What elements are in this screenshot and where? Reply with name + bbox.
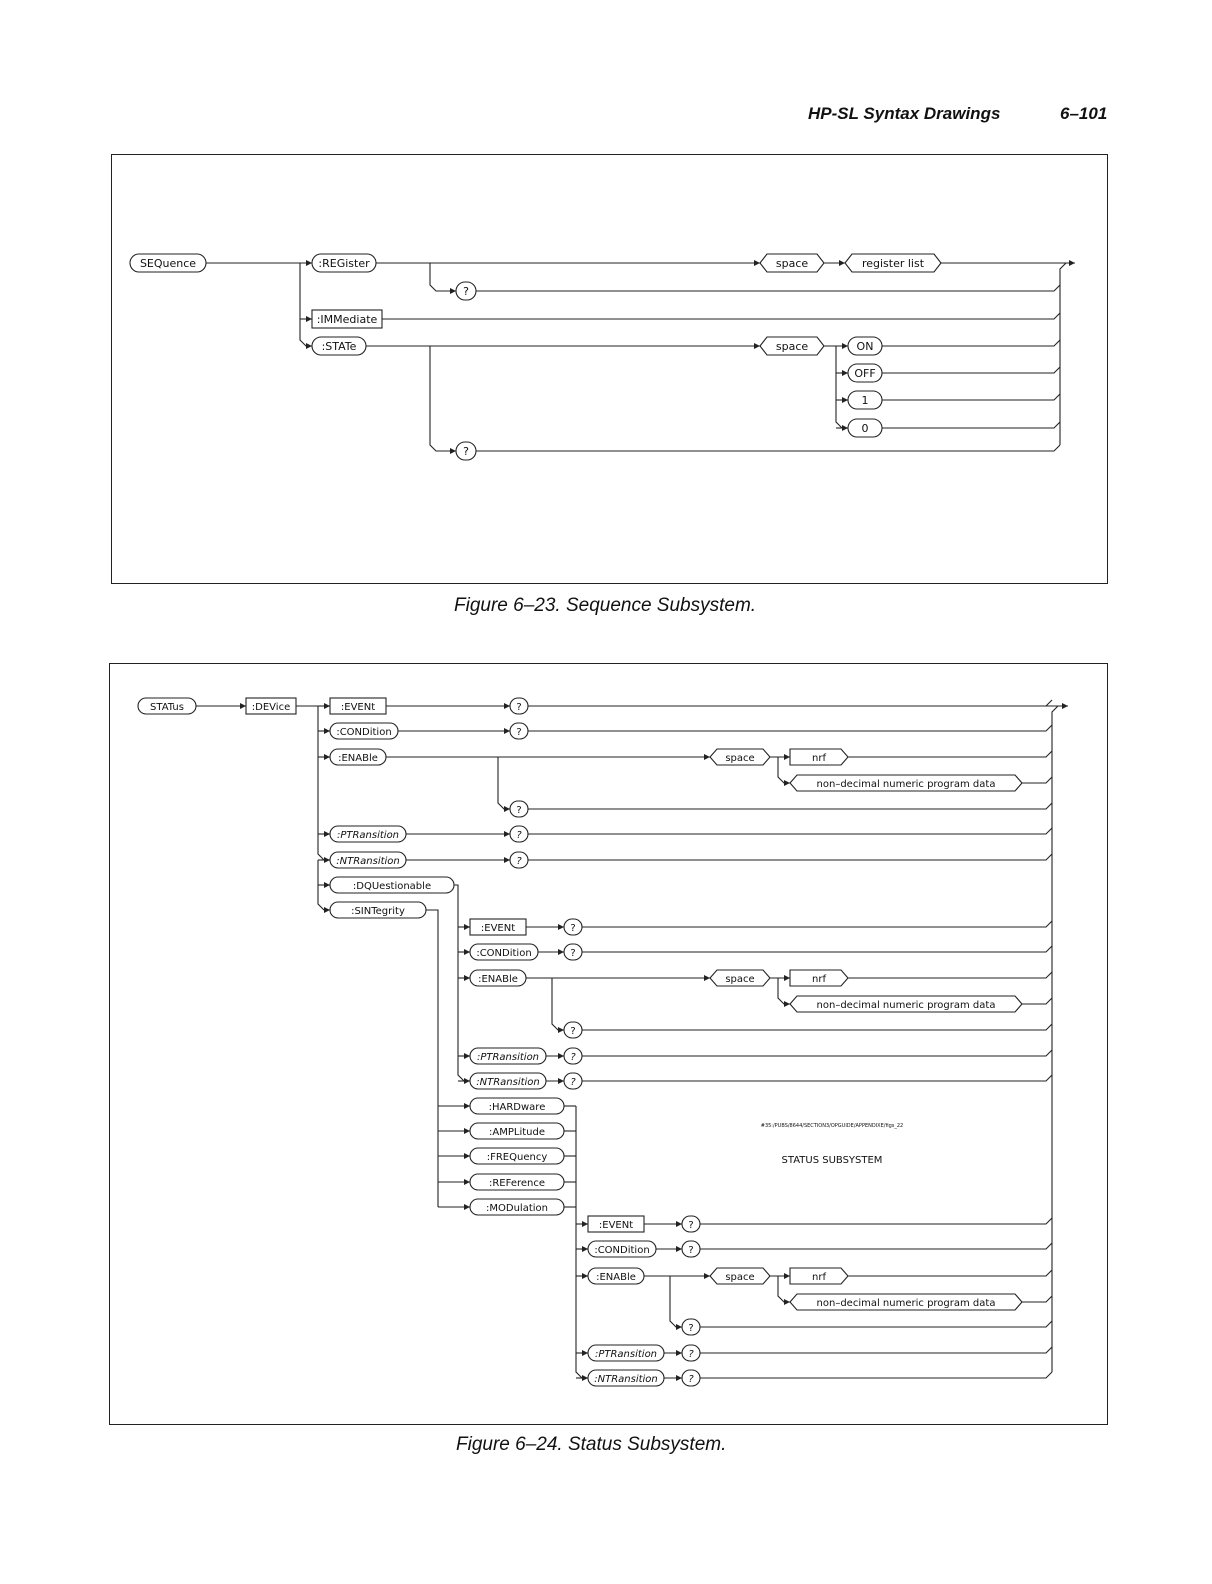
- sequence-root-node: SEQuence: [139, 257, 197, 270]
- arrowhead: [464, 1179, 470, 1185]
- integrity-enable-node: :ENABle: [478, 974, 518, 985]
- device-event-query-node: ?: [516, 702, 522, 713]
- arrowhead: [504, 703, 510, 709]
- arrowhead: [450, 288, 456, 294]
- connector-line: [848, 751, 1052, 757]
- hardware-space-node: space: [725, 1272, 755, 1283]
- arrowhead: [450, 448, 456, 454]
- arrowhead: [784, 1273, 790, 1279]
- connector-line: [300, 263, 312, 346]
- arrowhead: [504, 806, 510, 812]
- arrowhead: [676, 1324, 682, 1330]
- integrity-ptransition-query-node: ?: [570, 1052, 576, 1063]
- header-page-number: 6–101: [1060, 104, 1108, 123]
- device-enable-query-node: ?: [516, 805, 522, 816]
- status-exit-arrow: [1062, 703, 1068, 709]
- integrity-ntransition-node: :NTRansition: [476, 1077, 540, 1088]
- arrowhead: [464, 1103, 470, 1109]
- connector-line: [1022, 998, 1052, 1004]
- space-node-1: space: [775, 257, 809, 270]
- arrowhead: [306, 316, 312, 322]
- path-note: #35:/PUBS/8644/SECTION3/OPGUIDE/APPENDIXE/figs_22: [760, 1123, 904, 1129]
- device-non-decimal-node: non–decimal numeric program data: [816, 779, 996, 790]
- connector-line: [430, 263, 456, 291]
- device-nrf-node: nrf: [812, 753, 826, 764]
- arrowhead: [842, 343, 848, 349]
- hardware-enable-query-node: ?: [688, 1323, 694, 1334]
- connector-line: [1060, 263, 1066, 445]
- status-root-node: STATus: [150, 702, 184, 713]
- connector-line: [454, 885, 458, 927]
- figure-status-caption: Figure 6–24. Status Subsystem.: [456, 1434, 727, 1455]
- modulation-node: :MODulation: [486, 1203, 548, 1214]
- connector-line: [528, 828, 1052, 834]
- hardware-ptransition-query-node: ?: [688, 1349, 694, 1360]
- device-condition-query-node: ?: [516, 727, 522, 738]
- arrowhead: [842, 425, 848, 431]
- connector-line: [1052, 706, 1058, 1372]
- connector-line: [528, 803, 1052, 809]
- arrowhead: [504, 728, 510, 734]
- state-node: :STATe: [321, 340, 357, 353]
- connector-line: [882, 340, 1060, 346]
- hardware-event-query-node: ?: [688, 1220, 694, 1231]
- amplitude-node: :AMPLitude: [489, 1127, 545, 1138]
- connector-line: [778, 978, 790, 1004]
- connector-line: [426, 910, 438, 1207]
- arrowhead: [324, 882, 330, 888]
- arrowhead: [306, 343, 312, 349]
- connector-line: [882, 367, 1060, 373]
- hardware-enable-node: :ENABle: [596, 1272, 636, 1283]
- connector-line: [582, 1075, 1052, 1081]
- hardware-ntransition-query-node: ?: [688, 1374, 694, 1385]
- integrity-space-node: space: [725, 974, 755, 985]
- connector-line: [476, 285, 1060, 291]
- on-node: ON: [856, 340, 874, 353]
- connector-line: [430, 346, 456, 451]
- arrowhead: [754, 343, 760, 349]
- device-ntransition-node: :NTRansition: [336, 856, 400, 867]
- connector-line: [476, 445, 1060, 451]
- arrowhead: [558, 1027, 564, 1033]
- integrity-event-node: :EVENt: [480, 923, 516, 934]
- connector-line: [778, 1276, 790, 1302]
- arrowhead: [784, 1299, 790, 1305]
- arrowhead: [558, 1053, 564, 1059]
- connector-line: [552, 978, 564, 1030]
- arrowhead: [464, 1204, 470, 1210]
- integrity-ntransition-query-node: ?: [570, 1077, 576, 1088]
- connector-line: [498, 757, 510, 809]
- off-node: OFF: [854, 367, 876, 380]
- integrity-enable-query-node: ?: [570, 1026, 576, 1037]
- connector-line: [700, 1372, 1052, 1378]
- connector-line: [848, 972, 1052, 978]
- integrity-condition-query-node: ?: [570, 948, 576, 959]
- arrowhead: [582, 1221, 588, 1227]
- connector-line: [848, 1270, 1052, 1276]
- arrowhead: [324, 831, 330, 837]
- hardware-ptransition-node: :PTRansition: [594, 1349, 658, 1360]
- connector-line: [700, 1347, 1052, 1353]
- connector-line: [582, 946, 1052, 952]
- arrowhead: [504, 831, 510, 837]
- register-node: :REGister: [318, 257, 370, 270]
- arrowhead: [676, 1246, 682, 1252]
- register-query-node: ?: [463, 285, 469, 298]
- arrowhead: [324, 754, 330, 760]
- arrowhead: [464, 1078, 470, 1084]
- connector-line: [528, 854, 1052, 860]
- device-ptransition-query-node: ?: [516, 830, 522, 841]
- arrowhead: [784, 754, 790, 760]
- arrowhead: [704, 975, 710, 981]
- arrowhead: [754, 260, 760, 266]
- arrowhead: [558, 1078, 564, 1084]
- dquestionable-node: :DQUestionable: [352, 881, 432, 892]
- status-subsystem-title: STATUS SUBSYSTEM: [781, 1155, 883, 1166]
- integrity-nrf-node: nrf: [812, 974, 826, 985]
- arrowhead: [784, 1001, 790, 1007]
- integrity-condition-node: :CONDition: [476, 948, 532, 959]
- hardware-event-node: :EVENt: [598, 1220, 634, 1231]
- arrowhead: [324, 728, 330, 734]
- integrity-ptransition-node: :PTRansition: [476, 1052, 540, 1063]
- arrowhead: [582, 1246, 588, 1252]
- arrowhead: [676, 1375, 682, 1381]
- integrity-non-decimal-node: non–decimal numeric program data: [816, 1000, 996, 1011]
- arrowhead: [839, 260, 845, 266]
- arrowhead: [582, 1350, 588, 1356]
- arrowhead: [558, 949, 564, 955]
- arrowhead: [324, 703, 330, 709]
- device-enable-node: :ENABle: [338, 753, 378, 764]
- arrowhead: [464, 924, 470, 930]
- arrowhead: [842, 370, 848, 376]
- arrowhead: [464, 949, 470, 955]
- connector-line: [1022, 1296, 1052, 1302]
- arrowhead: [676, 1350, 682, 1356]
- sintegrity-node: :SINTegrity: [351, 906, 405, 917]
- zero-node: 0: [861, 422, 869, 435]
- integrity-event-query-node: ?: [570, 923, 576, 934]
- space-node-2: space: [775, 340, 809, 353]
- frequency-node: :FREQuency: [486, 1152, 548, 1163]
- sequence-exit-arrow: [1069, 260, 1075, 266]
- connector-line: [382, 313, 1060, 319]
- hardware-node: :HARDware: [488, 1102, 546, 1113]
- register-list-node: register list: [861, 257, 925, 270]
- arrowhead: [324, 907, 330, 913]
- connector-line: [528, 700, 1052, 706]
- immediate-node: :IMMediate: [316, 313, 378, 326]
- connector-line: [528, 725, 1052, 731]
- device-ptransition-node: :PTRansition: [336, 830, 400, 841]
- arrowhead: [558, 924, 564, 930]
- hardware-condition-node: :CONDition: [594, 1245, 650, 1256]
- connector-line: [836, 346, 848, 428]
- connector-line: [582, 1024, 1052, 1030]
- arrowhead: [784, 975, 790, 981]
- connector-line: [778, 757, 790, 783]
- arrowhead: [464, 1128, 470, 1134]
- connector-line: [882, 422, 1060, 428]
- connector-line: [700, 1321, 1052, 1327]
- arrowhead: [464, 975, 470, 981]
- device-space-node: space: [725, 753, 755, 764]
- figure-sequence-caption: Figure 6–23. Sequence Subsystem.: [454, 595, 757, 616]
- arrowhead: [676, 1221, 682, 1227]
- arrowhead: [464, 1153, 470, 1159]
- hardware-non-decimal-node: non–decimal numeric program data: [816, 1298, 996, 1309]
- arrowhead: [240, 703, 246, 709]
- arrowhead: [582, 1273, 588, 1279]
- hardware-condition-query-node: ?: [688, 1245, 694, 1256]
- arrowhead: [704, 1273, 710, 1279]
- connector-line: [1022, 777, 1052, 783]
- device-node: :DEVice: [251, 702, 291, 713]
- hardware-nrf-node: nrf: [812, 1272, 826, 1283]
- one-node: 1: [861, 394, 869, 407]
- connector-line: [582, 921, 1052, 927]
- header-title: HP-SL Syntax Drawings: [808, 104, 1001, 123]
- connector-line: [670, 1276, 682, 1327]
- arrowhead: [324, 857, 330, 863]
- reference-node: :REFerence: [488, 1178, 546, 1189]
- arrowhead: [582, 1375, 588, 1381]
- arrowhead: [704, 754, 710, 760]
- connector-line: [700, 1218, 1052, 1224]
- arrowhead: [784, 780, 790, 786]
- connector-line: [882, 394, 1060, 400]
- arrowhead: [504, 857, 510, 863]
- device-event-node: :EVENt: [340, 702, 376, 713]
- arrowhead: [306, 260, 312, 266]
- device-condition-node: :CONDition: [336, 727, 392, 738]
- connector-line: [700, 1243, 1052, 1249]
- device-ntransition-query-node: ?: [516, 856, 522, 867]
- state-query-node: ?: [463, 445, 469, 458]
- arrowhead: [842, 397, 848, 403]
- connector-line: [582, 1050, 1052, 1056]
- arrowhead: [464, 1053, 470, 1059]
- hardware-ntransition-node: :NTRansition: [594, 1374, 658, 1385]
